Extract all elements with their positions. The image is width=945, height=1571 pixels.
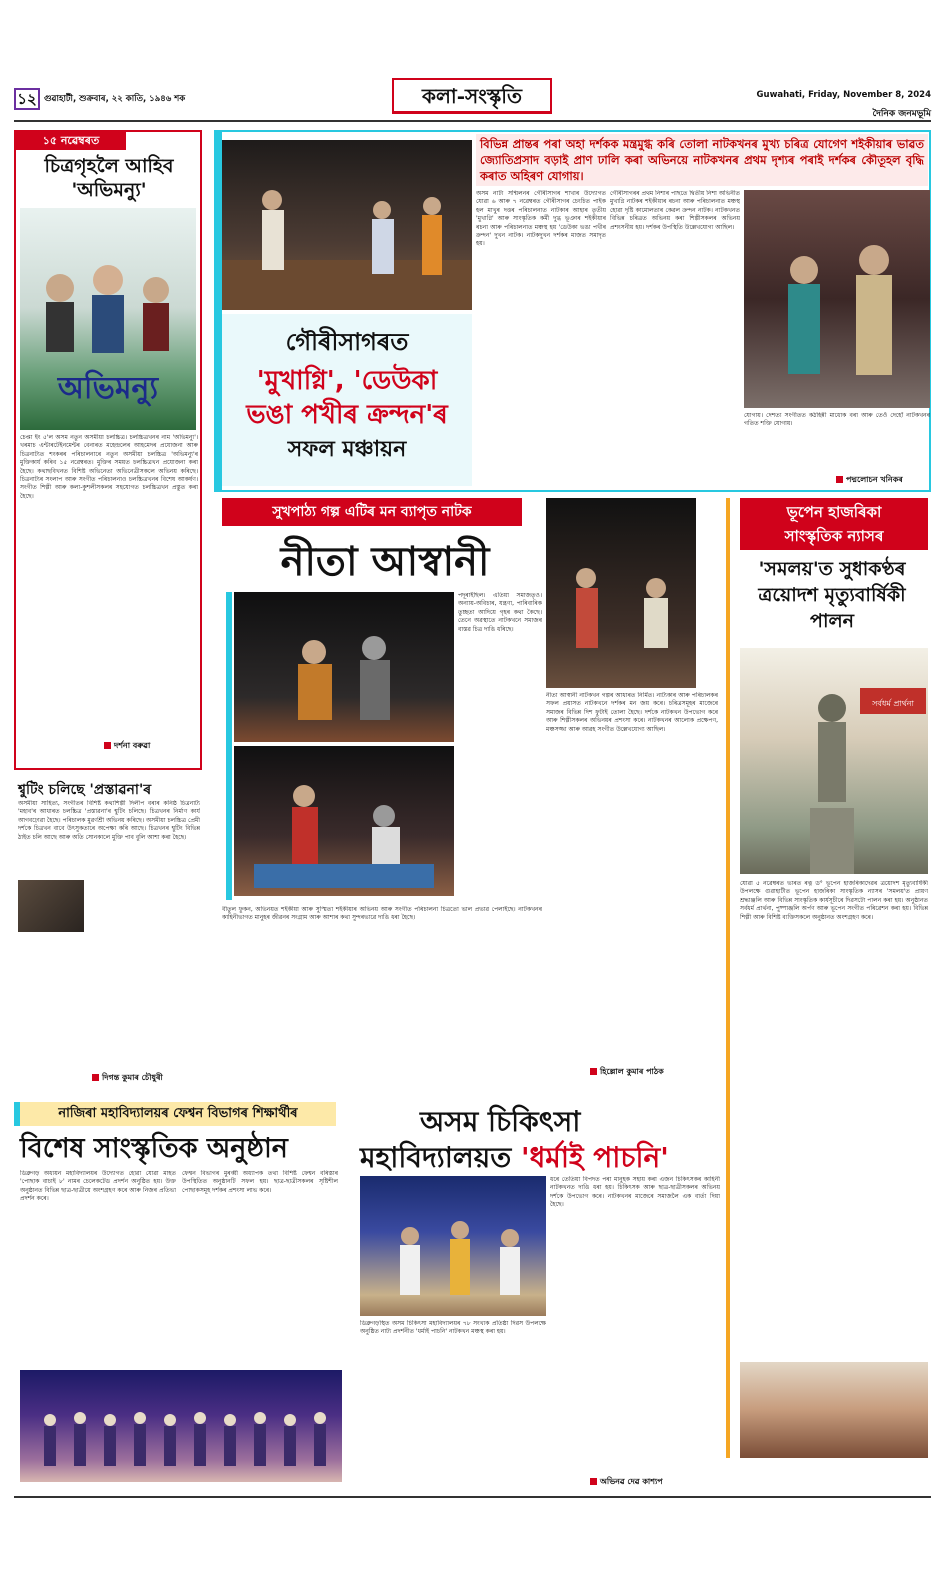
newspaper-brand: দৈনিক জনমভূমি bbox=[872, 109, 931, 119]
article-dharmai-byline: অভিনৱ দেৱ কাশ্যপ bbox=[590, 1476, 663, 1489]
article-dharmai-title-line-2: মহাবিদ্যালয়ত 'ধৰ্মাই পাচনি' bbox=[360, 1141, 669, 1174]
article-bhupen-title: 'সমলয়'ত সুধাকণ্ঠৰ ত্ৰয়োদশ মৃত্যুবাৰ্ষিকী পালন bbox=[758, 558, 906, 632]
abhimanyu-film-poster bbox=[20, 208, 196, 430]
feature-byline: পদ্মলোচন খনিকৰ bbox=[836, 474, 903, 487]
feature-headline-line-4: সফল মঞ্চায়ন bbox=[287, 437, 407, 462]
article-abhimanyu-body: চেপ্তা ইং ৫'ল অসম নতুন অসমীয়া চলচ্চিত্ৰ। চলচ্চিত্ৰখনৰ নাম 'অভিমন্যু'। খৰমাচ এন্টাৰটেইনমেন্টৰ বেনাৰত মহেন্দ্ৰলেৰ আহমেদৰ প্ৰযোজনা আৰু চিত্ৰনাট্যত শংকৰৰ পৰিচালনাৰে নতুন অসমীয়া চলচ্চিত্ৰ 'অভিমন্যু'ৰ মুক্তিকাৰ্য কৰিব ১৫ নৱেম্বৰত। মুক্তিৰ সময়ত চলচ্চিত্ৰখন প্ৰযোজনা কৰা হৈছে। কথাছবিখনত বিশিষ্ট অভিনেতা অভিনেত্ৰীসকলে অভিনয় কৰিছে। চিত্ৰনাট্যৰ সংলাপ আৰু সংগীত পৰিচালনাও চলচ্চিত্ৰখনৰ বিশেষ আকৰ্ষণ। সংগীত শিল্পী আৰু কলা-কুশলীসকলৰ সহযোগত চলচ্চিত্ৰখন প্ৰস্তুত কৰা হৈছে। bbox=[20, 434, 198, 500]
article-nita-body-col: পদূৰাইছিল। এতিয়া সমাজতৃও। অন্যায়-অবিচাৰ, যন্ত্ৰণা, পাৰিবাৰিক তুচ্ছতা আদিয়ে গৃহৰ কথা কৈছে। তেনে অৱস্থাতে নাটকখনে সমাজৰ বাস্তৱ চিত্ৰ দাঙি ধৰিছে। bbox=[458, 592, 542, 633]
article-bhupen-kicker bbox=[740, 498, 928, 550]
nita-stage-photo-1 bbox=[234, 592, 454, 742]
nita-stage-photo-2 bbox=[234, 746, 454, 896]
article-nita-body-bottom: বীতুল ফুকন, অভিনয়ত শইকীয়া আৰু সুস্মিতা শইকীয়াৰ অভিনয় আৰু সংগীত পৰিচালনা চিত্ৰতো ভাল প্ৰভাৱ পেলাইছে। নাটকখনৰ কাহিনীভাগত মানুহৰ জীৱনৰ সংগ্ৰাম আৰু আশাৰ কথা সুন্দৰভাৱে দাঙি ধৰা হৈছে। bbox=[222, 906, 542, 922]
feature-headline-line-2: 'মুখাগ্নি', 'ডেউকা bbox=[256, 366, 438, 396]
article-nita-kicker: সুখপাঠ্য গল্প এটিৰ মন ব্যাপৃত নাটক bbox=[222, 498, 522, 526]
bhupen-event-photo bbox=[740, 1362, 928, 1458]
article-nita-accent bbox=[226, 592, 232, 900]
article-bhupen-body: যোৱা ৫ নৱেম্বৰত ভাৰত ৰত্ন ড° ভূপেন হাজৰিকাদেৱৰ ত্ৰয়োদশ মৃত্যুবাৰ্ষিকী উপলক্ষে গুৱাহাটীত ভূপেন হাজৰিকা সাংস্কৃতিক ন্যাসৰ 'সমলয়'ত প্ৰায়ণ শ্ৰদ্ধাঞ্জলি আৰু বিভিন্ন সাংস্কৃতিক কাৰ্যসূচীৰে দিৱসটো পালন কৰা হয়। অনুষ্ঠানত সৰ্বধৰ্ম প্ৰাৰ্থনা, পুষ্পাঞ্জলি অৰ্পণ আৰু ভূপেন সংগীত পৰিৱেশন কৰা হয়। বিভিন্ন শিল্পী আৰু বিশিষ্ট ব্যক্তিসকলে অনুষ্ঠানত অংশগ্ৰহণ কৰে। bbox=[740, 880, 928, 921]
shooting-photo bbox=[18, 880, 84, 932]
article-nazira-body-col-1: ডিব্ৰুগড় অধ্যয়ন মহাবিদ্যালয়ৰ উদ্যোগত হোৱা যোৱা মাহত 'পোছাক বাচাই ৮' নামৰ চেলেকটেড প্ৰদৰ্শন অনুষ্ঠিত হয়। উক্ত অনুষ্ঠানত বিভিন্ন ছাত্ৰ-ছাত্ৰীয়ে অংশগ্ৰহণ কৰে আৰু নিজৰ প্ৰতিভা প্ৰদৰ্শন কৰে। bbox=[20, 1170, 176, 1203]
feature-headline-line-3: ভঙা পখীৰ ক্ৰন্দন'ৰ bbox=[246, 400, 448, 430]
article-nazira-title: বিশেষ সাংস্কৃতিক অনুষ্ঠান bbox=[20, 1133, 288, 1164]
article-abhimanyu-date-tag: ১৫ নৱেম্বৰত bbox=[16, 132, 126, 150]
group-illustration bbox=[20, 1370, 342, 1482]
section-title: কলা-সংস্কৃতি bbox=[392, 78, 552, 114]
page-number: ১২ bbox=[14, 88, 40, 110]
dharmai-scene-illustration bbox=[360, 1176, 546, 1316]
article-nita-title: নীতা আস্বানী bbox=[280, 539, 490, 585]
actors-illustration bbox=[744, 190, 930, 408]
article-abhimanyu-title: চিত্ৰগৃহলৈ আহিব 'অভিমন্যু' bbox=[44, 155, 174, 201]
nazira-event-group-photo bbox=[20, 1370, 342, 1482]
nita-scene-3-illustration bbox=[546, 498, 696, 688]
header-date-english: Guwahati, Friday, November 8, 2024 bbox=[756, 90, 931, 100]
feature-deck: বিভিন্ন প্ৰান্তৰ পৰা অহা দৰ্শকক মন্ত্ৰমুগ্ধ কৰি তোলা নাটকখনৰ মুখ্য চৰিত্ৰ যোগেণ শইকীয়াৰ ভাৱত জ্যোতিপ্ৰসাদ বড়াই প্ৰাণ ঢালি কৰা অভিনয়ে নাটকখনৰ প্ৰথম দৃশ্যৰ পৰাই দৰ্শকৰ কৌতূহল বৃদ্ধি কৰাত অহিৰণ যোগায়। bbox=[476, 134, 928, 186]
feature-stage-photo-2 bbox=[744, 190, 930, 408]
statue-illustration bbox=[740, 648, 928, 874]
article-dharmai-body-col-2: ধৰে তেতিয়া বিপদত পৰা মানুহক সহায় কৰা এজন চিকিৎসকৰ কাহিনী নাটকখনত দাঙি ধৰা হয়। চিকিৎসক আৰু ছাত্ৰ-ছাত্ৰীসকলৰ অভিনয় দৰ্শকে উপভোগ কৰে। নাটকখনৰ মাজেৰে সমাজলৈ এক বাৰ্তা দিয়া হৈছে। bbox=[550, 1176, 720, 1209]
poster-illustration bbox=[20, 208, 196, 430]
article-bhupen-kicker-line-1: ভূপেন হাজৰিকা bbox=[786, 503, 882, 521]
article-bhupen-kicker-line-2: সাংস্কৃতিক ন্যাসৰ bbox=[784, 527, 884, 545]
footer-divider bbox=[14, 1496, 931, 1498]
article-dharmai-title-line-1: অসম চিকিৎসা bbox=[420, 1105, 581, 1138]
feature-body-col-2: গৌৰীসাগৰৰ প্ৰথম নিশাৰ পাছতে দ্বিতীয় নিশা অভিনীত মুখাগ্নি নাটকৰ শইকীয়াৰ ৰচনা আৰু পৰিচালনাত মঞ্চস্থ হোৱা দৃষ্টি কামোলতাৰ কেৱল ক্ৰন্দন নাটক। নাটকখনত বিভিন্ন চৰিত্ৰত অভিনয় কৰা শিল্পীসকলৰ অভিনয় প্ৰশংসনীয় হয়। দৰ্শকৰ উপস্থিতি উল্লেখযোগ্য আছিল। bbox=[610, 190, 740, 231]
dharmai-stage-photo bbox=[360, 1176, 546, 1316]
article-nazira-body-col-2: ফেশ্বন বিভাগৰ মুৰব্বী অধ্যাপক তথা বিশিষ্ট ফেশ্বন বৰিস্তাৰ উপস্থিতিত অনুষ্ঠানটি সফল হয়। ছাত্ৰ-ছাত্ৰীসকলৰ সৃষ্টিশীল পোছাকসমূহ দৰ্শকৰ প্ৰশংসা লাভ কৰে। bbox=[182, 1170, 338, 1194]
bhupen-statue-photo bbox=[740, 648, 928, 874]
article-dharmai-body-col-1: ডিব্ৰুগড়স্থিত অসম চিকিৎসা মহাবিদ্যালয়ৰ ৭৮ সংখ্যক প্ৰতিষ্ঠা দিৱস উপলক্ষে অনুষ্ঠিত নাট্য প্ৰদৰ্শনীত 'ধৰ্মাই পাচনি' নাটকখন মঞ্চস্থ কৰা হয়। bbox=[360, 1320, 546, 1336]
svg-text:অভিমন্যু: অভিমন্যু bbox=[57, 371, 159, 406]
article-shooting-body: অসমীয়া সাহিত্য, সংগীতৰ বিশিষ্ট কথাশিল্পী দিলীপ বৰাৰ কনিষ্ঠ চিত্ৰনাট্য 'মহাব'ৰ আধাৰত চলচ্চিত্ৰ 'প্ৰস্তাৱনা'ৰ শ্বুটিং চলিছে। চিত্ৰখনৰ নিৰ্মাণ কাৰ্য আগবঢ়োৱা হৈছে। পৰিচালক মুৱৰ্ণশ্ৰী অভিনয় কৰিছে। অসমীয়া চলচ্চিত্ৰ প্ৰেমী দৰ্শকে চিত্ৰখন বাবে উৎসুকতাৰে অপেক্ষা কৰি আছে। চিত্ৰখনৰ শ্বুটিং বিভিন্ন ঠাইত চলি আছে আৰু অতি সোনকালে মুক্তি পাব বুলি আশা কৰা হৈছে। bbox=[18, 800, 200, 841]
stage-scene-illustration bbox=[222, 140, 472, 310]
article-abhimanyu-byline: দৰ্শনা বৰুৱা bbox=[104, 740, 150, 753]
feature-body-col-1: অসম নাট্য সন্মিলনৰ গৌৰীসাগৰ শাখাৰ উদ্যোগত যোৱা ৬ আৰু ৭ নৱেম্বৰত গৌৰীসাগৰ চেংচিত পাইক হল মাখুৰ দত্তৰ পৰিচালনাত নাটকাৰ আহাৰ তৃতীয় 'মুখাগ্নি' আৰু সাংস্কৃতিক কৰ্মী দুগ্ধ ভূঞাৰ শইকীয়াৰ ৰচনা আৰু পৰিচালনাত মঞ্চস্থ হয় 'ডেউকা ভঙা পখীৰ ক্ৰন্দন' দুখন নাটক। নাটকদুখন দৰ্শকৰ মাজত সমাদৃত হয়। bbox=[476, 190, 606, 248]
article-shooting-title: শ্বুটিং চলিছে 'প্ৰস্তাৱনা'ৰ bbox=[18, 782, 152, 798]
header-divider bbox=[14, 120, 931, 122]
nita-stage-photo-3 bbox=[546, 498, 696, 688]
article-nita-byline: হিল্লোল কুমাৰ পাঠক bbox=[590, 1066, 664, 1079]
article-nazira-kicker: নাজিৰা মহাবিদ্যালয়ৰ ফেশ্বন বিভাগৰ শিক্ষাৰ্থীৰ bbox=[14, 1102, 336, 1126]
feature-headline-block bbox=[222, 314, 472, 486]
article-nita-body-right: নীতা আস্বানী নাটকখন গল্পৰ আধাৰত নিৰ্মিত। নাট্যকাৰ আৰু পৰিচালকৰ সফল প্ৰয়াসত নাটকখনে দৰ্শকৰ মন জয় কৰে। চৰিত্ৰসমূহৰ মাজেৰে সমাজৰ বিভিন্ন দিশ ফুটাই তোলা হৈছে। দৰ্শকে নাটকখন উপভোগ কৰে আৰু শিল্পীসকলৰ অভিনয়ৰ প্ৰশংসা কৰে। নাটকখনৰ আলোক প্ৰক্ষেপণ, মঞ্চসজ্জা আৰু আৱহ সংগীত উল্লেখযোগ্য আছিল। bbox=[546, 692, 718, 733]
feature-accent-strip bbox=[214, 130, 222, 492]
nita-scene-1-illustration bbox=[234, 592, 454, 742]
feature-body-col-3: যোগায়। দেশত্য সংগীতত কঠহিন্নী মাধোক বৰা আৰু তেওঁ দেহোঁ নাটকখনৰ গতিত শক্তি যোগায়। bbox=[744, 412, 930, 428]
feature-stage-photo-1 bbox=[222, 140, 472, 310]
nita-scene-2-illustration bbox=[234, 746, 454, 896]
feature-headline-line-1: গৌৰীসাগৰত bbox=[285, 328, 409, 356]
svg-text:সৰ্বধৰ্ম প্ৰাৰ্থনা: সৰ্বধৰ্ম প্ৰাৰ্থনা bbox=[872, 699, 914, 708]
header-date-assamese: গুৱাহাটী, শুক্ৰবাৰ, ২২ কাতি, ১৯৪৬ শক bbox=[44, 94, 186, 104]
article-shooting-byline: দিগন্ত কুমাৰ চৌধুৰী bbox=[92, 1072, 163, 1085]
